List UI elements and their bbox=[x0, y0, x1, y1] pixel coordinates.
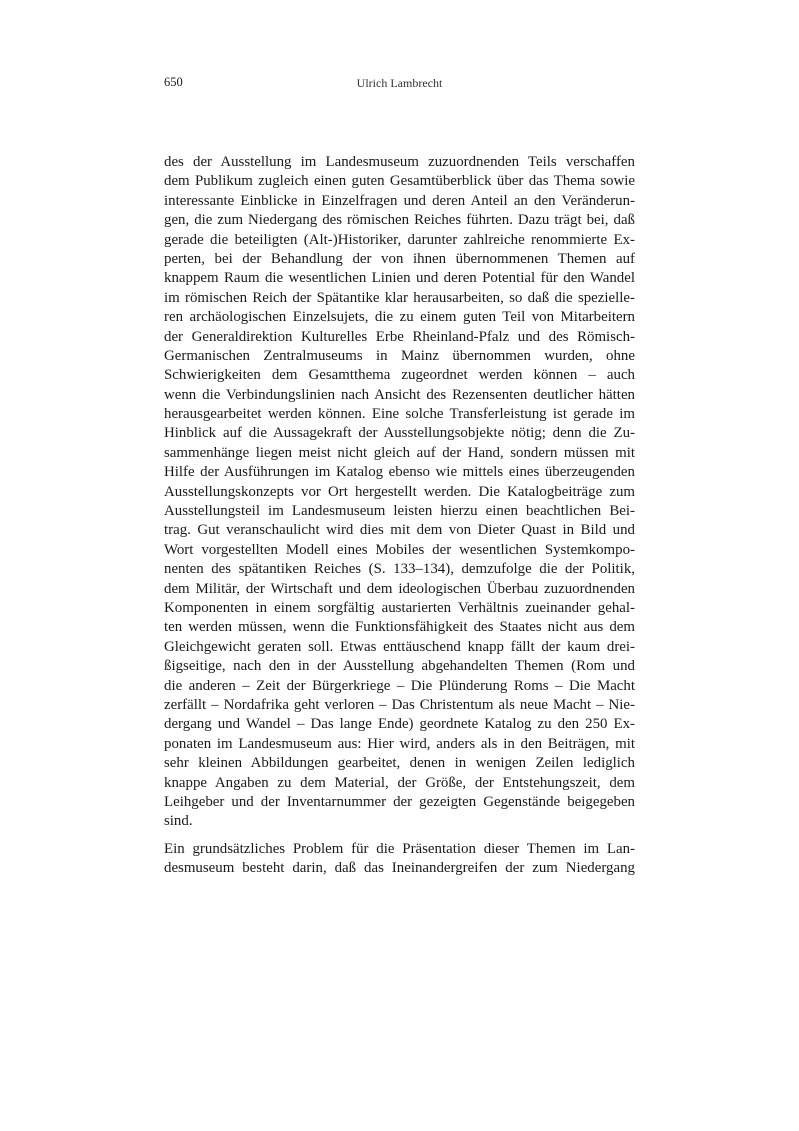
text-line: gen, die zum Niedergang des römischen Reiches führten. Dazu trägt bei, daß bbox=[164, 212, 635, 229]
text-line: perten, bei der Behandlung der von ihnen übernommenen Themen auf bbox=[164, 250, 635, 267]
text-line: ten werden müssen, wenn die Funktionsfähigkeit des Staates nicht aus dem bbox=[164, 619, 635, 636]
text-line: interessante Einblicke in Einzelfragen und deren Anteil an den Veränderun- bbox=[164, 192, 635, 209]
text-line: der Generaldirektion Kulturelles Erbe Rheinland-Pfalz und des Römisch- bbox=[164, 328, 635, 345]
text-line: dem Militär, der Wirtschaft und dem ideologischen Überbau zuzuordnenden bbox=[164, 580, 635, 597]
paragraph bbox=[164, 840, 635, 879]
page-number: 650 bbox=[164, 75, 183, 89]
text-line: knappem Raum die wesentlichen Linien und deren Potential für den Wandel bbox=[164, 270, 635, 287]
text-line: wenn die Verbindungslinien nach Ansicht des Rezensenten deutlicher hätten bbox=[164, 386, 635, 403]
text-line: ponaten im Landesmuseum aus: Hier wird, anders als in den Beiträgen, mit bbox=[164, 735, 635, 752]
text-line: Hilfe der Ausführungen im Katalog ebenso wie mittels eines überzeugenden bbox=[164, 464, 635, 481]
text-line: gerade die beteiligten (Alt-)Historiker, darunter zahlreiche renommierte Ex- bbox=[164, 231, 635, 248]
text-line: herausgearbeitet werden können. Eine solche Transferleistung ist gerade im bbox=[164, 406, 635, 423]
text-line: Ein grundsätzliches Problem für die Präsentation dieser Themen im Lan- bbox=[164, 840, 635, 857]
text-line: nenten des spätantiken Reiches (S. 133–134), demzufolge die der Politik, bbox=[164, 561, 635, 578]
text-line: dem Publikum zugleich einen guten Gesamtüberblick über das Thema sowie bbox=[164, 173, 635, 190]
text-line: Ausstellungskonzepts vor Ort hergestellt werden. Die Katalogbeiträge zum bbox=[164, 483, 635, 500]
text-line: ren archäologischen Einzelsujets, die zu einem guten Teil von Mitarbeitern bbox=[164, 309, 635, 326]
body-text bbox=[164, 153, 635, 878]
text-line: die anderen – Zeit der Bürgerkriege – Die Plünderung Roms – Die Macht bbox=[164, 677, 635, 694]
running-head: Ulrich Lambrecht bbox=[356, 76, 443, 90]
text-line: Ausstellungsteil im Landesmuseum leisten hierzu einen beachtlichen Bei- bbox=[164, 503, 635, 520]
text-line: zerfällt – Nordafrika geht verloren – Das Christentum als neue Macht – Nie- bbox=[164, 696, 635, 713]
text-line: sind. bbox=[164, 813, 193, 830]
paragraph bbox=[164, 153, 635, 832]
text-line: Komponenten in einem sorgfältig austarierten Verhältnis zueinander gehal- bbox=[164, 599, 635, 616]
text-line: Germanischen Zentralmuseums in Mainz übernommen wurden, ohne bbox=[164, 347, 635, 364]
text-line: knappe Angaben zu dem Material, der Größe, der Entstehungszeit, dem bbox=[164, 774, 635, 791]
text-line: Hinblick auf die Aussagekraft der Ausstellungsobjekte nötig; denn die Zu- bbox=[164, 425, 635, 442]
text-line: trag. Gut veranschaulicht wird dies mit dem von Dieter Quast in Bild und bbox=[164, 522, 635, 539]
text-line: im römischen Reich der Spätantike klar herausarbeiten, so daß die spezielle- bbox=[164, 289, 635, 306]
text-line: sammenhänge liegen meist nicht gleich auf der Hand, sondern müssen mit bbox=[164, 444, 635, 461]
text-line: sehr kleinen Abbildungen gearbeitet, denen in wenigen Zeilen lediglich bbox=[164, 755, 635, 772]
text-line: Wort vorgestellten Modell eines Mobiles der wesentlichen Systemkompo- bbox=[164, 541, 635, 558]
text-line: Schwierigkeiten dem Gesamtthema zugeordnet werden können – auch bbox=[164, 367, 635, 384]
text-line: Gleichgewicht geraten soll. Etwas enttäuschend knapp fällt der kaum drei- bbox=[164, 638, 635, 655]
text-line: des der Ausstellung im Landesmuseum zuzuordnenden Teils verschaffen bbox=[164, 154, 635, 170]
text-line: Leihgeber und der Inventarnummer der gezeigten Gegenstände beigegeben bbox=[164, 793, 635, 810]
paragraph-gap bbox=[164, 832, 635, 840]
text-line: ßigseitige, nach den in der Ausstellung abgehandelten Themen (Rom und bbox=[164, 658, 635, 675]
text-line: desmuseum besteht darin, daß das Ineinandergreifen der zum Niedergang bbox=[164, 860, 635, 877]
text-line: dergang und Wandel – Das lange Ende) geordnete Katalog zu den 250 Ex- bbox=[164, 716, 635, 733]
